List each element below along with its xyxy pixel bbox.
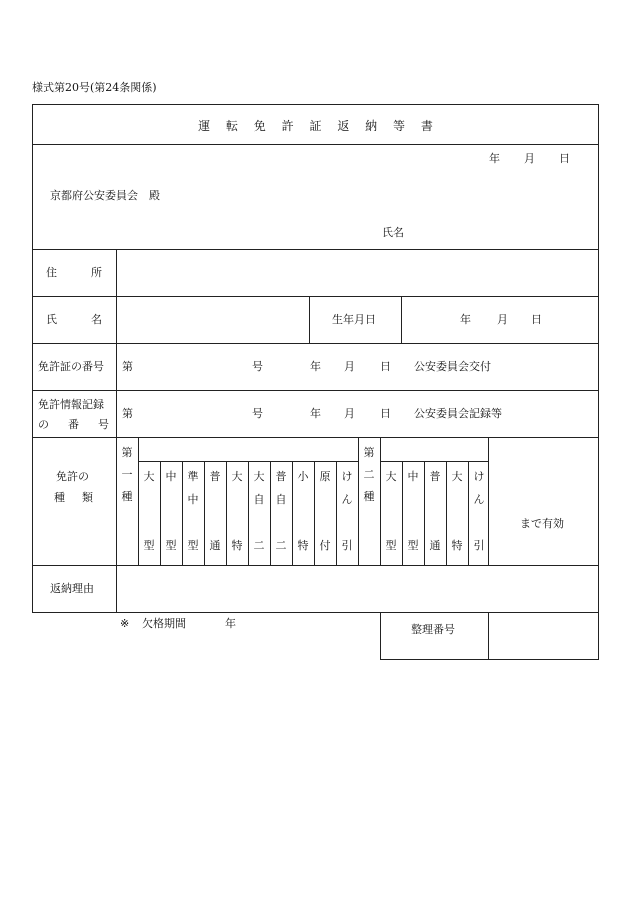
date-day: 日	[559, 152, 570, 165]
class1-type-char: 普	[209, 470, 221, 483]
class2-type-1[interactable]	[403, 470, 423, 562]
class1-type-7[interactable]	[293, 470, 313, 562]
title-char: 免	[253, 119, 266, 133]
form-label: 様式第20号(第24条関係)	[32, 81, 157, 94]
license-number-year: 年	[310, 360, 321, 373]
class1-type-char: 自	[253, 493, 265, 506]
date-month: 月	[524, 152, 535, 165]
file-number-label: 整理番号	[411, 623, 455, 636]
license-type-label-2a: 種	[54, 491, 65, 504]
class1-type-9[interactable]	[337, 470, 357, 562]
class1-type-char	[293, 516, 313, 531]
class1-type-1[interactable]	[161, 470, 181, 562]
license-info-label-2b: 番	[68, 418, 79, 431]
valid-until: まで有効	[520, 517, 564, 530]
license-info-day: 日	[380, 407, 391, 420]
title-char: 許	[281, 119, 294, 133]
class1-type-char: 普	[275, 470, 287, 483]
license-number-go: 号	[252, 360, 263, 373]
title-char: 転	[225, 119, 238, 133]
license-info-year: 年	[310, 407, 321, 420]
license-type-label-1: 免許の	[56, 470, 89, 483]
license-info-label-2c: 号	[98, 418, 109, 431]
class1-type-char: 準	[187, 470, 199, 483]
license-number-issuer: 公安委員会交付	[414, 360, 491, 373]
class1-type-char	[315, 516, 335, 531]
license-info-label-2a: の	[38, 418, 49, 431]
class2-type-char: 特	[451, 539, 463, 552]
class1-type-char: 二	[253, 539, 265, 552]
file-number-field[interactable]	[489, 613, 598, 659]
class1-type-4[interactable]	[227, 470, 247, 562]
class1-type-char: ん	[341, 493, 353, 506]
disqualification-unit: 年	[225, 617, 236, 630]
class1-type-char: 自	[275, 493, 287, 506]
class2-type-char: 通	[429, 539, 441, 552]
class1-type-char	[227, 516, 247, 531]
class1-type-6[interactable]	[271, 470, 291, 562]
return-reason-label: 返納理由	[50, 582, 94, 595]
license-number-day: 日	[380, 360, 391, 373]
license-info-go: 号	[252, 407, 263, 420]
class2-type-2[interactable]	[425, 470, 445, 562]
class2-type-char: 大	[451, 470, 463, 483]
title-char: 納	[365, 119, 378, 133]
class1-type-char	[271, 516, 291, 531]
return-reason-field[interactable]	[117, 566, 598, 612]
class1-type-char: 大	[143, 470, 155, 483]
class2-type-char: け	[473, 470, 485, 483]
applicant-name-label: 氏名	[382, 226, 404, 239]
birth-month: 月	[497, 313, 508, 326]
class1-type-char: 中	[187, 493, 199, 506]
class1-type-char: 引	[341, 539, 353, 552]
class2-type-char	[381, 493, 401, 508]
title-char: 返	[337, 119, 350, 133]
class1-type-char	[227, 493, 247, 508]
class1-type-char	[161, 493, 181, 508]
class2-type-char: 普	[429, 470, 441, 483]
title-char: 書	[420, 119, 433, 133]
class2-type-char	[469, 516, 489, 531]
class2-type-char: 型	[407, 539, 419, 552]
addressee: 京都府公安委員会 殿	[50, 189, 160, 202]
name-field[interactable]	[117, 297, 309, 343]
class2-type-0[interactable]	[381, 470, 401, 562]
class1-type-char: け	[341, 470, 353, 483]
class1-type-char: 型	[165, 539, 177, 552]
class2-type-char	[403, 493, 423, 508]
class1-type-char: 型	[187, 539, 199, 552]
class2-type-char: ん	[473, 493, 485, 506]
date-year: 年	[489, 152, 500, 165]
class1-type-char	[183, 516, 203, 531]
class1-type-8[interactable]	[315, 470, 335, 562]
class1-type-char: 型	[143, 539, 155, 552]
class2-type-char	[403, 516, 423, 531]
class2-type-char	[381, 516, 401, 531]
class2-type-char	[447, 493, 467, 508]
class1-type-char	[139, 516, 159, 531]
license-number-label: 免許証の番号	[38, 360, 104, 373]
class2-header: 第 二 種	[363, 446, 375, 503]
class2-type-char	[447, 516, 467, 531]
class1-type-char: 通	[209, 539, 221, 552]
class1-type-char: 中	[165, 470, 177, 483]
license-number-dai: 第	[122, 360, 133, 373]
class1-type-3[interactable]	[205, 470, 225, 562]
class1-type-char: 二	[275, 539, 287, 552]
class2-type-char	[425, 493, 445, 508]
note-mark: ※	[120, 617, 130, 630]
title-char: 運	[198, 119, 211, 133]
class1-type-char	[293, 493, 313, 508]
class1-type-5[interactable]	[249, 470, 269, 562]
class1-type-char	[249, 516, 269, 531]
disqualification-label: 欠格期間	[142, 617, 186, 630]
class1-type-char	[337, 516, 357, 531]
class1-type-char: 特	[297, 539, 309, 552]
address-label-1: 住	[46, 266, 57, 279]
class1-type-char	[139, 493, 159, 508]
class2-type-char: 型	[385, 539, 397, 552]
license-type-label-2b: 類	[82, 491, 93, 504]
class1-type-char	[315, 493, 335, 508]
address-field[interactable]	[117, 250, 598, 296]
class1-type-char: 小	[297, 470, 309, 483]
title-char: 証	[309, 119, 322, 133]
license-info-month: 月	[344, 407, 355, 420]
license-info-dai: 第	[122, 407, 133, 420]
birth-year: 年	[460, 313, 471, 326]
class1-type-char	[205, 516, 225, 531]
class2-type-3[interactable]	[447, 470, 467, 562]
class1-type-2[interactable]	[183, 470, 203, 562]
name-label-2: 名	[91, 313, 102, 326]
address-label-2: 所	[91, 266, 102, 279]
license-info-label-1: 免許情報記録	[38, 398, 104, 411]
name-label-1: 氏	[46, 313, 57, 326]
class1-type-char: 原	[319, 470, 331, 483]
class1-type-char	[205, 493, 225, 508]
class1-type-char: 大	[253, 470, 265, 483]
class1-type-char: 付	[319, 539, 331, 552]
title-char: 等	[393, 119, 406, 133]
class1-header: 第 一 種	[121, 446, 133, 503]
class2-type-char	[425, 516, 445, 531]
license-number-month: 月	[344, 360, 355, 373]
class1-type-char: 大	[231, 470, 243, 483]
class1-type-char	[161, 516, 181, 531]
license-info-issuer: 公安委員会記録等	[414, 407, 502, 420]
class1-type-0[interactable]	[139, 470, 159, 562]
class2-type-char: 大	[385, 470, 397, 483]
form-title	[32, 117, 599, 134]
class1-type-char: 特	[231, 539, 243, 552]
class2-type-char: 引	[473, 539, 485, 552]
birth-day: 日	[531, 313, 542, 326]
birthdate-label: 生年月日	[332, 313, 376, 326]
class2-type-4[interactable]	[469, 470, 489, 562]
class2-type-char: 中	[407, 470, 419, 483]
